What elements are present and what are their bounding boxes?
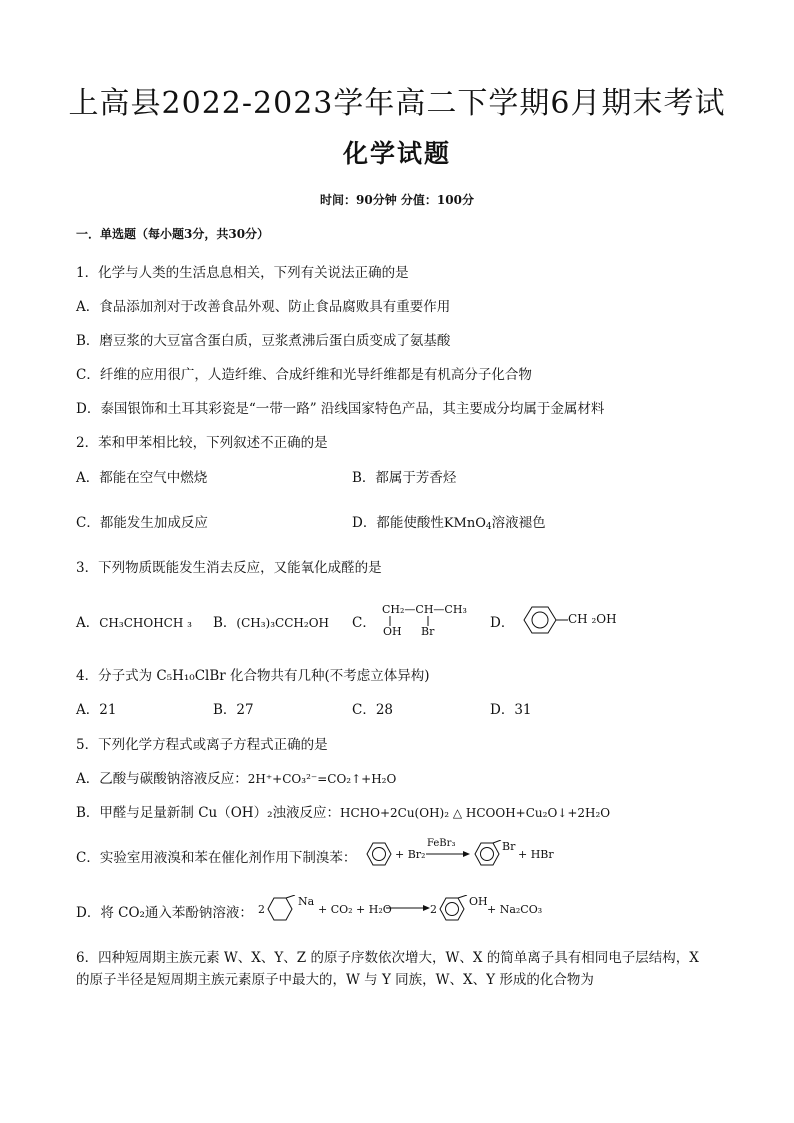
q3-stem: 3．下列物质既能发生消去反应，又能氧化成醛的是 — [76, 560, 382, 576]
q3-option-c-label: C． — [352, 615, 376, 631]
q3-c-oh: OH — [383, 625, 402, 638]
q2-option-a: A．都能在空气中燃烧 — [76, 470, 208, 486]
q5-b-equation: HCHO+2Cu(OH)₂ △ HCOOH+Cu₂O↓+2H₂O — [340, 806, 611, 820]
q5-d-na: Na — [298, 895, 315, 908]
q6-line-1: 6．四种短周期主族元素 W、X、Y、Z 的原子序数依次增大，W、X 的简单离子具有相同电子层结构，X — [76, 950, 699, 966]
reaction-arrow-icon — [426, 850, 470, 858]
q1-option-c: C．纤维的应用很广，人造纤维、合成纤维和光导纤维都是有机高分子化合物 — [76, 367, 532, 383]
q3-b-label: B． — [213, 615, 237, 631]
q3-option-d-label: D． — [490, 615, 515, 631]
q5-c-text: C．实验室用液溴和苯在催化剂作用下制溴苯： — [76, 850, 357, 866]
q5-a-text: A．乙酸与碳酸钠溶液反应： — [76, 771, 248, 787]
kmno4-sub: 4 — [485, 522, 492, 532]
q3-c-chain: CH₂—CH—CH₃ — [382, 603, 467, 616]
kmno4-text: KMnO — [443, 516, 486, 531]
q4-option-c: C．28 — [352, 702, 394, 718]
kmno4-formula — [444, 516, 492, 531]
q4-option-d: D．31 — [490, 702, 532, 718]
q3-a-formula: CH₃CHOHCH ₃ — [99, 616, 192, 630]
q2-option-d — [352, 511, 546, 532]
q5-a-equation: 2H⁺+CO₃²⁻=CO₂↑+H₂O — [247, 772, 397, 786]
q5-d-coef2: 2 — [430, 903, 437, 916]
q2-option-d-suffix: 溶液褪色 — [491, 515, 546, 531]
q1-stem: 1．化学与人类的生活息息相关，下列有关说法正确的是 — [76, 265, 409, 281]
q5-stem: 5．下列化学方程式或离子方程式正确的是 — [76, 737, 328, 753]
q5-c-product: + HBr — [518, 848, 554, 861]
q5-c-reagent: + Br₂ — [395, 848, 426, 861]
benzene-icon — [364, 840, 394, 868]
q4-option-b: B．27 — [213, 702, 254, 718]
q2-option-c: C．都能发生加成反应 — [76, 515, 208, 531]
q4-stem: 4．分子式为 C₅H₁₀ClBr 化合物共有几种(不考虑立体异构) — [76, 668, 430, 684]
q5-d-text: D．将 CO₂通入苯酚钠溶液： — [76, 905, 253, 921]
q6-line-2: 的原子半径是短周期主族元素原子中最大的，W 与 Y 同族，W、X、Y 形成的化合物为 — [76, 972, 594, 988]
q1-option-b: B．磨豆浆的大豆富含蛋白质，豆浆煮沸后蛋白质变成了氨基酸 — [76, 333, 451, 349]
q1-option-a: A．食品添加剂对于改善食品外观、防止食品腐败具有重要作用 — [76, 299, 451, 315]
q3-d-group: CH ₂OH — [568, 612, 617, 626]
reaction-arrow-2-icon — [386, 904, 430, 912]
q2-option-d-prefix: D．都能使酸性 — [352, 515, 444, 531]
q5-d-mid: + CO₂ + H₂O — [318, 903, 392, 916]
exam-meta: 时间：90分钟 分值：100分 — [320, 193, 474, 207]
q5-d-coef1: 2 — [258, 903, 265, 916]
q2-option-b: B．都属于芳香烃 — [352, 470, 457, 486]
q3-c-br: Br — [421, 625, 435, 638]
q5-d-end: + Na₂CO₃ — [487, 903, 543, 916]
sodium-phenolate-ring-icon — [265, 895, 297, 923]
section-heading: 一．单选题（每小题3分，共30分） — [76, 227, 270, 241]
exam-subtitle: 化学试题 — [342, 139, 451, 168]
q4-option-a: A．21 — [76, 702, 117, 718]
q5-option-a — [76, 767, 396, 787]
q5-option-b — [76, 801, 610, 821]
q3-b-formula: (CH₃)₃CCH₂OH — [236, 616, 329, 630]
q5-c-br-substituent: Br — [502, 840, 516, 853]
q3-option-a — [76, 611, 192, 631]
exam-title: 上高县2022-2023学年高二下学期6月期末考试 — [68, 86, 726, 121]
q3-a-label: A． — [76, 615, 100, 631]
q3-option-b — [213, 611, 329, 631]
q2-stem: 2．苯和甲苯相比较，下列叙述不正确的是 — [76, 435, 328, 451]
q1-option-d: D．泰国银饰和土耳其彩瓷是“一带一路” 沿线国家特色产品，其主要成分均属于金属材料 — [76, 401, 605, 417]
bromobenzene-ring-icon — [472, 840, 502, 868]
q5-b-text: B．甲醛与足量新制 Cu（OH）₂浊液反应： — [76, 805, 340, 821]
q5-d-oh: OH — [469, 895, 488, 908]
phenol-ring-icon — [437, 895, 469, 923]
benzene-ring-icon — [516, 605, 568, 635]
q5-c-catalyst: FeBr₃ — [427, 838, 456, 849]
